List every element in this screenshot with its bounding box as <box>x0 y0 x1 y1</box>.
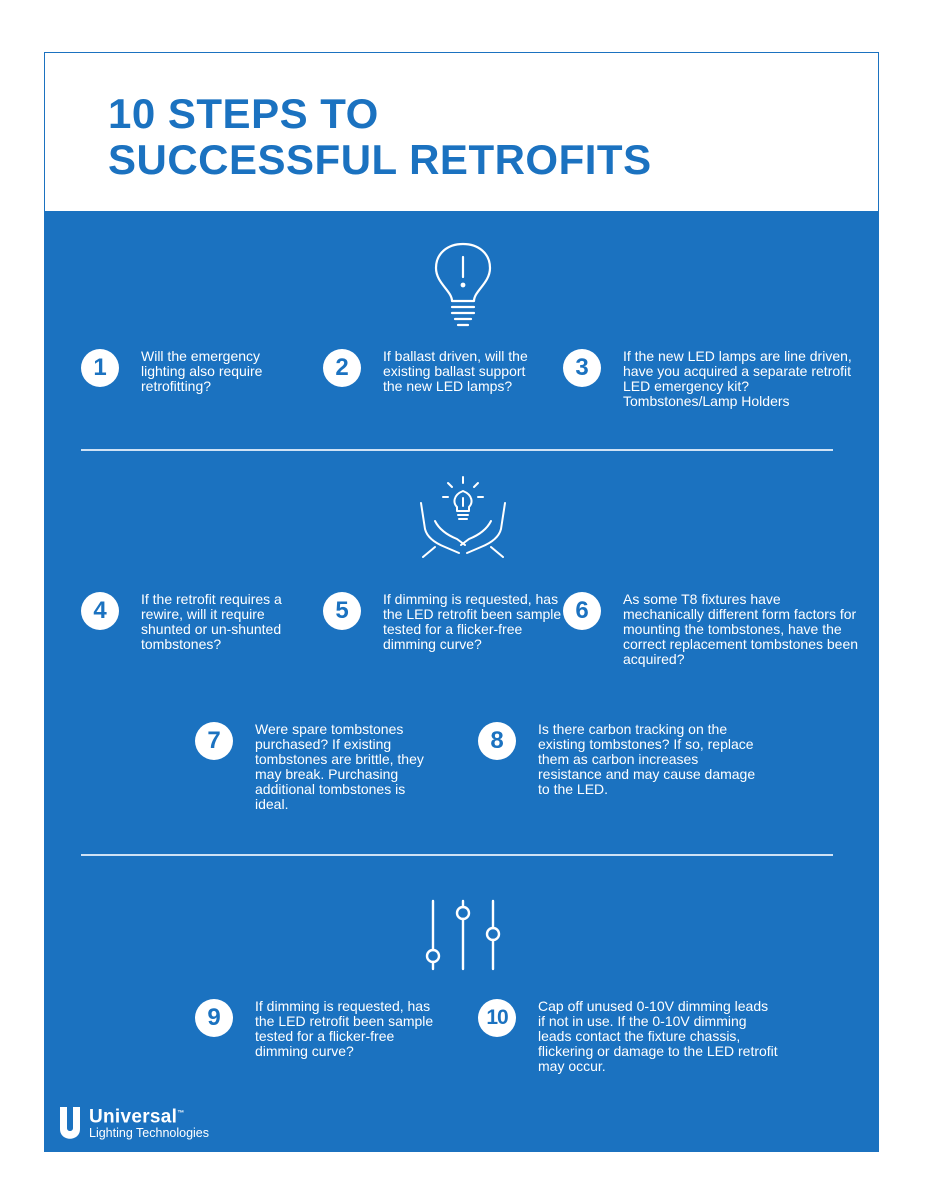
step-2-text: If ballast driven, will the existing ballast support the new LED lamps? <box>383 348 528 394</box>
hands-holding-lightbulb-icon <box>415 473 511 561</box>
step-10-number: 10 <box>478 999 516 1037</box>
step-6 <box>563 592 863 667</box>
step-7-number: 7 <box>195 722 233 760</box>
section-divider-2 <box>81 854 833 856</box>
universal-logo-mark-icon <box>59 1106 81 1140</box>
logo-trademark: ™ <box>177 1110 185 1117</box>
step-8-number: 8 <box>478 722 516 760</box>
step-1-text: Will the emergency lighting also require retrofitting? <box>141 348 263 394</box>
header <box>45 53 878 211</box>
step-9-text: If dimming is requested, has the LED retrofit been sample tested for a flicker-free dimming curve? <box>255 998 434 1059</box>
infographic-sheet <box>44 52 879 1152</box>
lightbulb-exclamation-icon <box>430 241 496 331</box>
step-3-number: 3 <box>563 349 601 387</box>
dimmer-sliders-icon <box>423 899 503 971</box>
logo-text <box>89 1105 209 1140</box>
step-4-text: If the retrofit requires a rewire, will it require shunted or un-shunted tombstones? <box>141 591 282 652</box>
step-2 <box>323 349 553 394</box>
step-6-text: As some T8 fixtures have mechanically different form factors for mounting the tombstones, have the correct replacement tombstones been acquired? <box>623 591 859 667</box>
step-10 <box>478 999 778 1074</box>
step-8-text: Is there carbon tracking on the existing tombstones? If so, replace them as carbon increases resistance and may cause damage to the LED. <box>538 721 756 797</box>
logo-brand-line <box>89 1105 209 1126</box>
step-9 <box>195 999 455 1059</box>
steps-panel <box>45 211 878 1152</box>
title-line-2: SUCCESSFUL RETROFITS <box>108 136 652 183</box>
section-divider-1 <box>81 449 833 451</box>
step-10-text: Cap off unused 0-10V dimming leads if not in use. If the 0-10V dimming leads contact the fixture chassis, flickering or damage to the LED retrofit may occur. <box>538 998 778 1074</box>
step-1-number: 1 <box>81 349 119 387</box>
step-7 <box>195 722 455 812</box>
step-5-number: 5 <box>323 592 361 630</box>
logo-brand: Universal <box>89 1106 178 1128</box>
step-5-text: If dimming is requested, has the LED retrofit been sample tested for a flicker-free dimming curve? <box>383 591 562 652</box>
logo-subtitle: Lighting Technologies <box>89 1126 210 1141</box>
step-9-number: 9 <box>195 999 233 1037</box>
step-5 <box>323 592 573 652</box>
step-8 <box>478 722 778 797</box>
universal-logo <box>59 1105 209 1140</box>
step-4-number: 4 <box>81 592 119 630</box>
page-title <box>108 91 652 183</box>
step-6-number: 6 <box>563 592 601 630</box>
step-2-number: 2 <box>323 349 361 387</box>
step-1 <box>81 349 296 394</box>
title-line-1: 10 STEPS TO <box>108 90 379 137</box>
step-3-text: If the new LED lamps are line driven, have you acquired a separate retrofit LED emergency kit? Tombstones/Lamp Holders <box>623 348 852 409</box>
step-7-text: Were spare tombstones purchased? If existing tombstones are brittle, they may break. Purchasing additional tombstones is ideal. <box>255 721 424 812</box>
step-3 <box>563 349 863 409</box>
step-4 <box>81 592 311 652</box>
